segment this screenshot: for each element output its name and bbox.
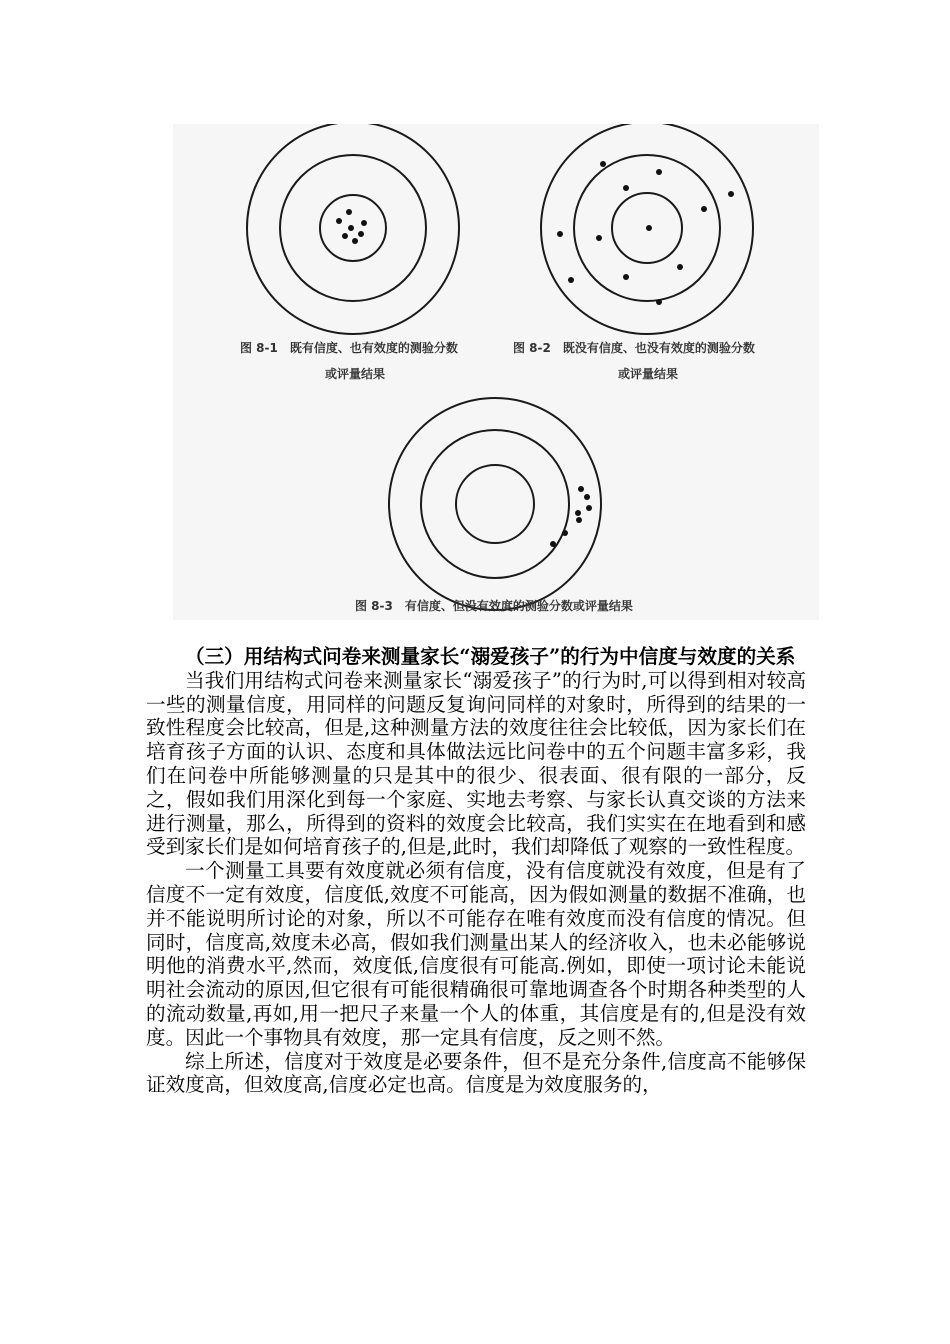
paragraph-2: 一个测量工具要有效度就必须有信度，没有信度就没有效度，但是有了信度不一定有效度，信度低,效度不可能高，因为假如测量的数据不准确，也并不能说明所讨论的对象，所以不可能存在唯有效度而没有信度的情况。但同时，信度高,效度未必高，假如我们测量出某人的经济收入，也未必能够说明他的消费水平,然而，效度低,信度很有可能高.例如，即使一项讨论未能说明社会流动的原因,但它很有可能很精确很可靠地调查各个时期各种类型的人的流动数量,再如,用一把尺子来量一个人的体重，其信度是有的,但是没有效度。因此一个事物具有效度，那一定具有信度，反之则不然。 [146,859,806,1049]
shot [346,209,352,215]
paragraph-3: 综上所述，信度对于效度是必要条件，但不是充分条件,信度高不能够保证效度高，但效度高,信度必定也高。信度是为效度服务的， [146,1049,806,1097]
shot [584,494,590,500]
shots-8-2 [557,161,734,305]
figure-panel [173,124,819,620]
target-figures [173,124,819,620]
shot [623,274,629,280]
figure-caption-8-1-line1: 图 8-1 既有信度、也有效度的测验分数 [240,341,458,355]
shots-8-3 [550,486,592,547]
shot [575,510,581,516]
shot [578,486,584,492]
shot [358,231,364,237]
figure-caption-8-2-line2: 或评量结果 [618,367,679,381]
shot [656,169,662,175]
shot [646,225,652,231]
shot [701,206,707,212]
target-8-3 [389,398,601,610]
shot [557,231,563,237]
middle-ring [421,430,569,578]
paragraph-1: 当我们用结构式问卷来测量家长“溺爱孩子”的行为时,可以得到相对较高一些的测量信度，用同样的问题反复询问同样的对象时，所得到的结果的一致性程度会比较高，但是,这种测量方法的效度往往会比较低，因为家长们在培育孩子方面的认识、态度和具体做法远比问卷中的五个问题丰富多彩，我们在问卷中所能够测量的只是其中的很少、很表面、很有限的一部分，反之，假如我们用深化到每一个家庭、实地去考察、与家长认真交谈的方法来进行测量，那么，所得到的资料的效度会比较高，我们实实在在地看到和感受到家长们是如何培育孩子的,但是,此时，我们却降低了观察的一致性程度。 [146,668,806,859]
shot [361,220,367,226]
shot [342,233,348,239]
section-heading: （三）用结构式问卷来测量家长“溺爱孩子”的行为中信度与效度的关系 [185,645,796,668]
figure-caption-8-2-line1: 图 8-2 既没有信度、也没有效度的测验分数 [513,341,755,355]
shot [623,185,629,191]
shot [336,218,342,224]
figure-caption-8-3: 图 8-3 有信度、但没有效度的测验分数或评量结果 [355,599,633,613]
figure-caption-8-1-line2: 或评量结果 [325,367,386,381]
shots-8-1 [336,209,367,244]
article-body [146,645,806,1097]
shot [348,225,354,231]
shot [596,235,602,241]
shot [568,277,574,283]
shot [576,517,582,523]
shot [550,541,556,547]
shot [677,264,683,270]
shot [352,238,358,244]
shot [586,505,592,511]
shot [562,530,568,536]
shot [656,299,662,305]
shot [600,161,606,167]
shot [728,191,734,197]
inner-ring [456,465,534,543]
